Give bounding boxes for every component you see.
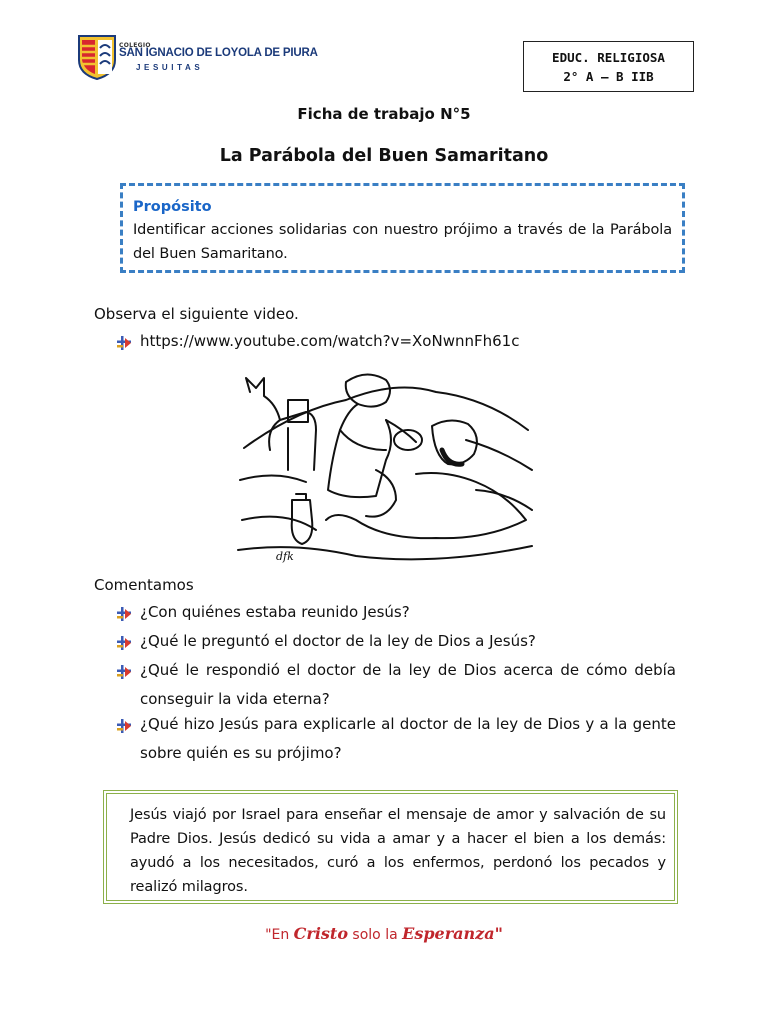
question-item bbox=[116, 710, 676, 768]
question-item bbox=[116, 598, 676, 627]
motto-middle: solo la bbox=[347, 927, 403, 943]
question-item bbox=[116, 656, 676, 714]
good-samaritan-illustration bbox=[236, 370, 536, 570]
course-grade: 2° A – B IIB bbox=[563, 69, 654, 84]
arrow-bullet-icon bbox=[116, 606, 132, 622]
question-text: ¿Qué hizo Jesús para explicarle al doctor de la ley de Dios y a la gente sobre quién es su prójimo? bbox=[140, 715, 676, 762]
question-item bbox=[116, 627, 676, 656]
school-logo bbox=[78, 34, 318, 86]
motto-word-cristo: Cristo bbox=[293, 924, 348, 943]
school-shield-icon bbox=[78, 34, 116, 80]
school-name: SAN IGNACIO DE LOYOLA DE PIURA bbox=[119, 47, 318, 59]
school-prefix: COLEGIO bbox=[119, 42, 151, 49]
motto-open: "En bbox=[265, 927, 294, 943]
purpose-label: Propósito bbox=[133, 199, 212, 215]
purpose-text: Identificar acciones solidarias con nuestro prójimo a través de la Parábola del Buen Samaritano. bbox=[133, 222, 672, 262]
purpose-box bbox=[120, 183, 685, 273]
info-box bbox=[103, 790, 678, 904]
question-text: ¿Qué le preguntó el doctor de la ley de Dios a Jesús? bbox=[140, 632, 536, 650]
info-text: Jesús viajó por Israel para enseñar el mensaje de amor y salvación de su Padre Dios. Jesús dedicó su vida a amar y a hacer el bien a los demás: ayudó a los necesitados, curó a los enfermos, perdonó los pecados y realizó milagros. bbox=[130, 807, 666, 895]
video-link[interactable]: https://www.youtube.com/watch?v=XoNwnnFh61c bbox=[140, 332, 520, 350]
arrow-bullet-icon bbox=[116, 718, 132, 734]
arrow-bullet-icon bbox=[116, 635, 132, 651]
arrow-bullet-icon bbox=[116, 664, 132, 680]
motto-word-esperanza: Esperanza bbox=[402, 924, 495, 943]
worksheet-title: Ficha de trabajo N°5 bbox=[297, 105, 471, 123]
school-subtitle: JESUITAS bbox=[136, 63, 204, 72]
comment-heading: Comentamos bbox=[94, 576, 194, 594]
question-text: ¿Qué le respondió el doctor de la ley de Dios acerca de cómo debía conseguir la vida eterna? bbox=[140, 661, 676, 708]
motto-close: " bbox=[494, 924, 503, 943]
course-name: EDUC. RELIGIOSA bbox=[552, 50, 665, 65]
observe-intro: Observa el siguiente video. bbox=[94, 305, 299, 323]
question-text: ¿Con quiénes estaba reunido Jesús? bbox=[140, 603, 410, 621]
arrow-bullet-icon bbox=[116, 335, 132, 351]
svg-text:dfk: dfk bbox=[276, 550, 294, 563]
page-title: La Parábola del Buen Samaritano bbox=[219, 146, 549, 166]
course-box bbox=[523, 41, 694, 92]
motto bbox=[0, 924, 768, 943]
